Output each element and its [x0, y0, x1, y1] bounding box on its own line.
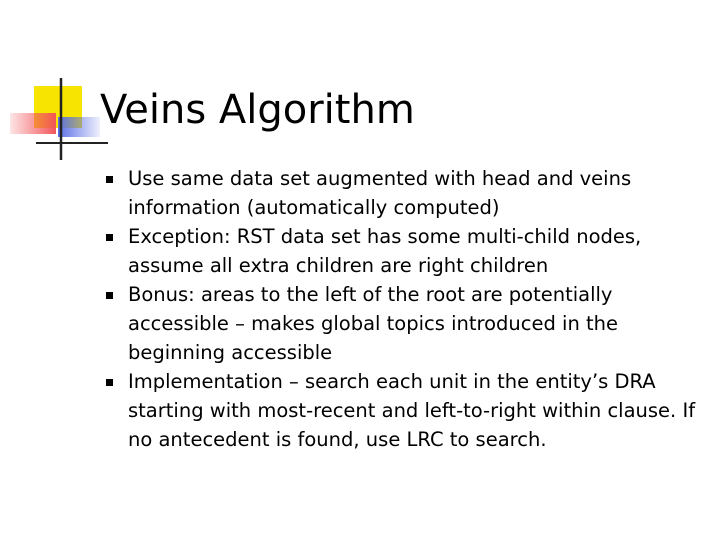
- logo-red-bar: [10, 113, 56, 134]
- bullet-item: [100, 222, 710, 280]
- square-bullet-icon: [106, 176, 113, 183]
- bullet-item: [100, 280, 710, 367]
- slide-title: Veins Algorithm: [100, 87, 415, 133]
- bullet-list: [100, 164, 710, 454]
- bullet-item: [100, 367, 710, 454]
- bullet-text: Use same data set augmented with head and veins information (automatically computed): [128, 167, 632, 219]
- bullet-item: [100, 164, 710, 222]
- bullet-text: Exception: RST data set has some multi-child nodes, assume all extra children are right children: [128, 225, 642, 277]
- square-bullet-icon: [106, 379, 113, 386]
- square-bullet-icon: [106, 292, 113, 299]
- slide-logo-decoration: [0, 0, 110, 170]
- bullet-text: Implementation – search each unit in the entity’s DRA starting with most-recent and left-to-right within clause. If no antecedent is found, use LRC to search.: [128, 370, 696, 451]
- logo-blue-bar: [58, 117, 100, 137]
- square-bullet-icon: [106, 234, 113, 241]
- bullet-text: Bonus: areas to the left of the root are potentially accessible – makes global topics introduced in the beginning accessible: [128, 283, 619, 364]
